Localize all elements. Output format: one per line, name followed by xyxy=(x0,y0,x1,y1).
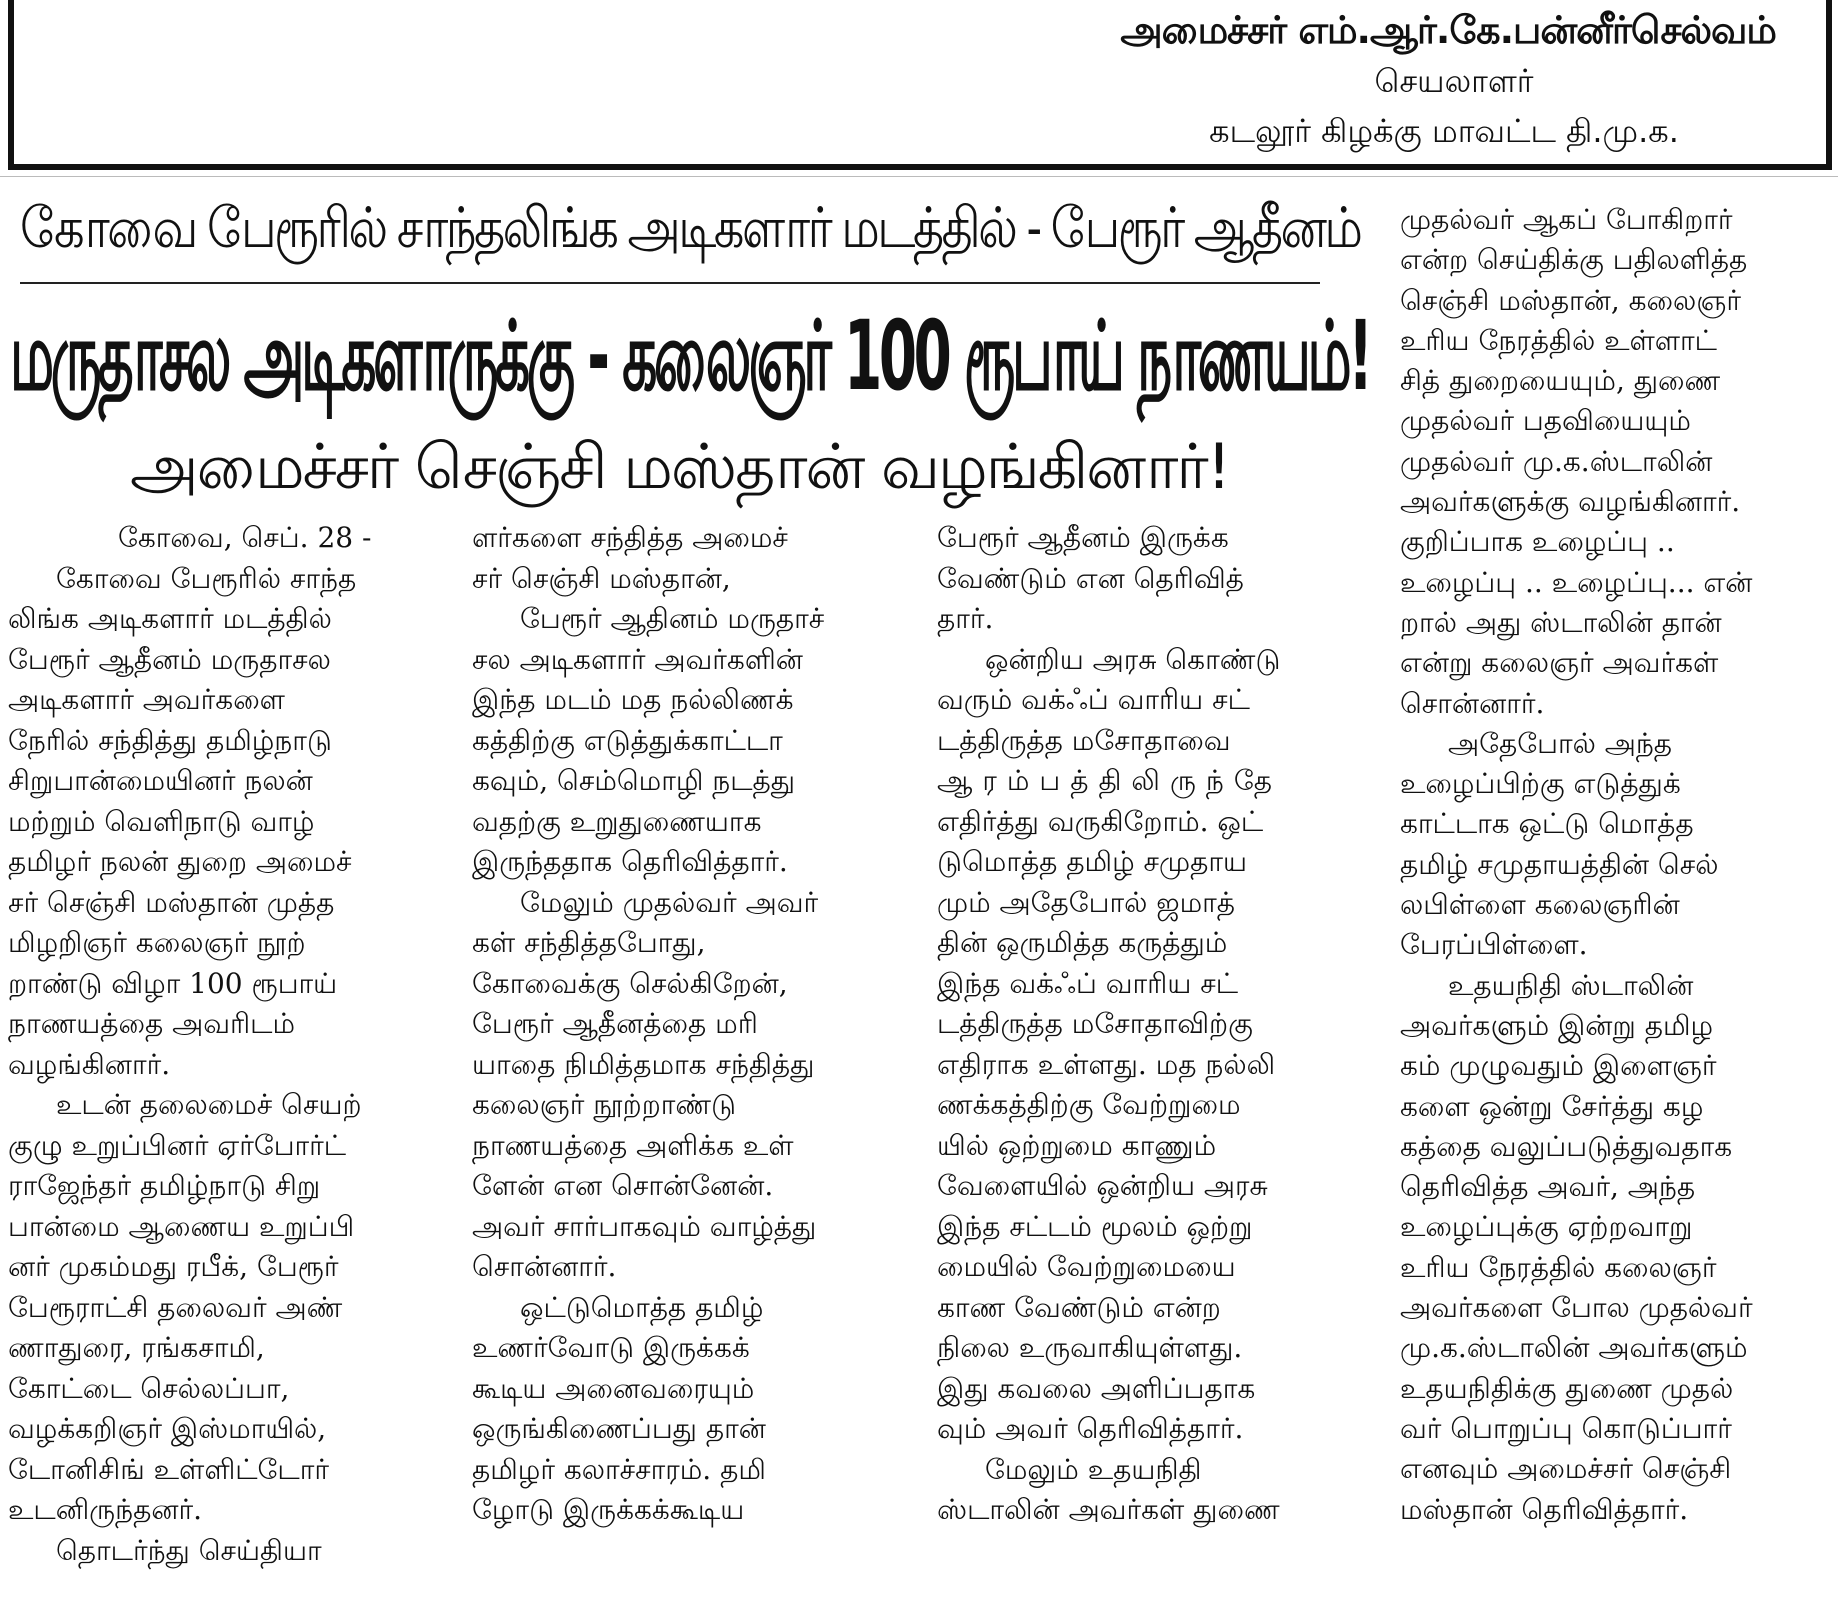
minister-organization: கடலூர் கிழக்கு மாவட்ட தி.மு.க. xyxy=(1209,112,1679,150)
col1-line: கோவை பேரூரில் சாந்த xyxy=(56,561,357,595)
article-column-1 xyxy=(8,518,440,1571)
col1-line: தமிழர் நலன் துறை அமைச் xyxy=(8,845,352,878)
col2-line: அவர் சார்பாகவும் வாழ்த்து xyxy=(472,1209,817,1243)
col2-line: சல அடிகளார் அவர்களின் xyxy=(472,642,803,676)
col3-line: இந்த வக்ஃப் வாரிய சட் xyxy=(937,966,1239,1000)
col4-line: என்று கலைஞர் அவர்கள் xyxy=(1400,646,1719,680)
article-kicker: கோவை பேரூரில் சாந்தலிங்க அடிகளார் மடத்தில் - பேரூர் ஆதீனம் xyxy=(20,196,1361,261)
col2-line: சொன்னார். xyxy=(472,1250,617,1283)
col4-line: குறிப்பாக உழைப்பு .. xyxy=(1400,525,1675,559)
col2-line: இந்த மடம் மத நல்லிணக் xyxy=(472,683,794,716)
col4-line: உரிய நேரத்தில் கலைஞர் xyxy=(1400,1250,1717,1284)
col2-line: ஒட்டுமொத்த தமிழ் xyxy=(520,1290,764,1324)
col1-line: குழு உறுப்பினர் ஏர்போர்ட் xyxy=(8,1128,347,1162)
col3-line: வரும் வக்ஃப் வாரிய சட் xyxy=(937,683,1250,716)
section-separator xyxy=(0,176,1838,177)
col1-line: பேரூராட்சி தலைவர் அண் xyxy=(8,1290,343,1324)
col3-line: இந்த சட்டம் மூலம் ஒற்று xyxy=(937,1209,1253,1243)
col3-line: எதிர்த்து வருகிறோம். ஒட் xyxy=(937,804,1264,838)
col3-line: எதிராக உள்ளது. மத நல்லி xyxy=(937,1047,1276,1081)
col3-line: வும் அவர் தெரிவித்தார். xyxy=(937,1412,1244,1445)
header-box xyxy=(8,0,1832,170)
col2-line: கலைஞர் நூற்றாண்டு xyxy=(472,1088,737,1121)
col3-line: இது கவலை அளிப்பதாக xyxy=(937,1371,1256,1405)
col3-line: நிலை உருவாகியுள்ளது. xyxy=(937,1331,1243,1364)
col3-line: தார். xyxy=(937,602,994,635)
col4-line: மஸ்தான் தெரிவித்தார். xyxy=(1400,1492,1689,1526)
col2-line: தமிழர் கலாச்சாரம். தமி xyxy=(472,1452,766,1486)
col4-line: உழைப்பிற்கு எடுத்துக் xyxy=(1400,767,1681,801)
col3-line: காண வேண்டும் என்ற xyxy=(937,1290,1221,1324)
col4-line: வர் பொறுப்பு கொடுப்பார் xyxy=(1400,1411,1732,1445)
minister-role: செயலாளர் xyxy=(1374,62,1534,100)
article-column-2 xyxy=(472,518,904,1531)
col4-line: முதல்வர் பதவியையும் xyxy=(1400,404,1691,438)
col2-line: ஒருங்கிணைப்பது தான் xyxy=(472,1412,766,1445)
col4-line: அவர்களை போல முதல்வர் xyxy=(1400,1291,1753,1325)
col3-line: ஸ்டாலின் அவர்கள் துணை xyxy=(937,1493,1280,1526)
col4-line: என்ற செய்திக்கு பதிலளித்த xyxy=(1400,243,1748,277)
col2-line: வதற்கு உறுதுணையாக xyxy=(472,804,762,838)
col4-line: உழைப்பு .. உழைப்பு... என் xyxy=(1400,565,1753,599)
col2-line: பேரூர் ஆதினம் மருதாச் xyxy=(520,602,825,635)
col2-line: சர் செஞ்சி மஸ்தான், xyxy=(472,561,731,595)
col4-line: உதயநிதிக்கு துணை முதல் xyxy=(1400,1371,1734,1405)
col1-line: தொடர்ந்து செய்தியா xyxy=(56,1533,322,1567)
col2-line: பேரூர் ஆதீனத்தை மரி xyxy=(472,1007,758,1040)
col1-line: ராஜேந்தர் தமிழ்நாடு சிறு xyxy=(8,1169,321,1202)
col4-line: கம் முழுவதும் இளைஞர் xyxy=(1400,1049,1717,1083)
col3-line: ஆரம்பத்திலிருந்தே xyxy=(937,764,1282,797)
col1-line: நேரில் சந்தித்து தமிழ்நாடு xyxy=(8,723,332,757)
col4-line: தெரிவித்த அவர், அந்த xyxy=(1400,1170,1696,1204)
col4-line: களை ஒன்று சேர்த்து கழ xyxy=(1400,1089,1704,1123)
col1-line: நாணயத்தை அவரிடம் xyxy=(8,1007,295,1040)
col3-line: யில் ஒற்றுமை காணும் xyxy=(937,1128,1217,1162)
col4-line: முதல்வர் மு.க.ஸ்டாலின் xyxy=(1400,444,1713,478)
col1-line: றாண்டு விழா 100 ரூபாய் xyxy=(8,966,338,1000)
col1-line: கோவை, செப். 28 - xyxy=(118,521,372,554)
col3-line: டத்திருத்த மசோதாவிற்கு xyxy=(937,1007,1253,1040)
col2-line: நாணயத்தை அளிக்க உள் xyxy=(472,1128,794,1162)
col1-line: மற்றும் வெளிநாடு வாழ் xyxy=(8,804,315,838)
col2-line: இருந்ததாக தெரிவித்தார். xyxy=(472,845,788,878)
col2-line: ளர்களை சந்தித்த அமைச் xyxy=(472,521,788,554)
col2-line: கத்திற்கு எடுத்துக்காட்டா xyxy=(472,723,783,757)
article-column-3 xyxy=(937,518,1369,1531)
col1-line: ணாதுரை, ரங்கசாமி, xyxy=(8,1331,265,1364)
col4-line: அவர்களுக்கு வழங்கினார். xyxy=(1400,485,1741,519)
col1-line: னர் முகம்மது ரபீக், பேரூர் xyxy=(8,1250,339,1283)
col4-line: உதயநிதி ஸ்டாலின் xyxy=(1448,968,1694,1002)
col4-line: சித் துறையையும், துணை xyxy=(1400,364,1721,398)
col3-line: வேண்டும் என தெரிவித் xyxy=(937,561,1244,595)
col4-line: றால் அது ஸ்டாலின் தான் xyxy=(1400,605,1722,639)
col2-line: கள் சந்தித்தபோது, xyxy=(472,926,706,959)
col4-line: முதல்வர் ஆகப் போகிறார் xyxy=(1400,203,1733,236)
col2-line: மேலும் முதல்வர் அவர் xyxy=(520,885,819,919)
col4-line: உரிய நேரத்தில் உள்ளாட் xyxy=(1400,323,1717,357)
col3-line: ணக்கத்திற்கு வேற்றுமை xyxy=(937,1088,1241,1121)
col1-line: உடன் தலைமைச் செயற் xyxy=(56,1088,362,1121)
col1-line: பான்மை ஆணைய உறுப்பி xyxy=(8,1209,355,1243)
col1-line: வழங்கினார். xyxy=(8,1047,171,1081)
col4-line: கத்தை வலுப்படுத்துவதாக xyxy=(1400,1129,1733,1163)
kicker-rule xyxy=(20,282,1320,284)
col4-line: எனவும் அமைச்சர் செஞ்சி xyxy=(1400,1452,1732,1486)
col2-line: உணர்வோடு இருக்கக் xyxy=(472,1331,750,1364)
col1-line: உடனிருந்தனர். xyxy=(8,1493,203,1526)
col1-line: வழக்கறிஞர் இஸ்மாயில், xyxy=(8,1412,327,1445)
col1-line: மிழறிஞர் கலைஞர் நூற் xyxy=(8,926,306,959)
col3-line: தின் ஒருமித்த கருத்தும் xyxy=(937,926,1228,959)
col4-line: செஞ்சி மஸ்தான், கலைஞர் xyxy=(1400,283,1741,317)
article-column-4 xyxy=(1400,200,1832,1530)
col4-line: உழைப்புக்கு ஏற்றவாறு xyxy=(1400,1210,1693,1244)
col4-line: சொன்னார். xyxy=(1400,686,1545,720)
col4-line: தமிழ் சமுதாயத்தின் செல் xyxy=(1400,847,1719,881)
col3-line: பேரூர் ஆதீனம் இருக்க xyxy=(937,521,1229,554)
col4-line: காட்டாக ஒட்டு மொத்த xyxy=(1400,807,1694,841)
col1-line: சர் செஞ்சி மஸ்தான் முத்த xyxy=(8,885,335,919)
col3-line: மேலும் உதயநிதி xyxy=(985,1452,1202,1486)
col2-line: கோவைக்கு செல்கிறேன், xyxy=(472,966,788,1000)
col3-line: மையில் வேற்றுமையை xyxy=(937,1250,1236,1283)
minister-name: அமைச்சர் எம்.ஆர்.கே.பன்னீர்செல்வம் xyxy=(1120,8,1776,52)
col4-line: மு.க.ஸ்டாலின் அவர்களும் xyxy=(1400,1331,1748,1365)
col4-line: லபிள்ளை கலைஞரின் xyxy=(1400,888,1680,922)
col4-line: அவர்களும் இன்று தமிழ xyxy=(1400,1008,1714,1042)
col2-line: யாதை நிமித்தமாக சந்தித்து xyxy=(472,1047,815,1081)
col1-line: அடிகளார் அவர்களை xyxy=(8,683,285,716)
col1-line: சிறுபான்மையினர் நலன் xyxy=(8,764,313,797)
col2-line: கவும், செம்மொழி நடத்து xyxy=(472,764,796,797)
col4-line: அதேபோல் அந்த xyxy=(1448,726,1673,760)
col2-line: ளேன் என சொன்னேன். xyxy=(472,1169,774,1202)
col4-line: பேரப்பிள்ளை. xyxy=(1400,928,1588,962)
col1-line: பேரூர் ஆதீனம் மருதாசல xyxy=(8,642,331,676)
col3-line: மும் அதேபோல் ஜமாத் xyxy=(937,885,1235,919)
col2-line: கூடிய அனைவரையும் xyxy=(472,1371,755,1405)
col3-line: டத்திருத்த மசோதாவை xyxy=(937,723,1231,757)
article-headline: மருதாசல அடிகளாருக்கு - கலைஞர் 100 ரூபாய் நாணயம்! xyxy=(10,300,1370,412)
col1-line: லிங்க அடிகளார் மடத்தில் xyxy=(8,602,332,635)
col1-line: கோட்டை செல்லப்பா, xyxy=(8,1371,290,1405)
col3-line: ஒன்றிய அரசு கொண்டு xyxy=(985,642,1281,676)
col3-line: வேளையில் ஒன்றிய அரசு xyxy=(937,1169,1268,1202)
col3-line: டுமொத்த தமிழ் சமுதாய xyxy=(937,845,1248,878)
article-subhead: அமைச்சர் செஞ்சி மஸ்தான் வழங்கினார்! xyxy=(130,430,1230,503)
col2-line: ழோடு இருக்கக்கூடிய xyxy=(472,1493,745,1526)
col1-line: டோனிசிங் உள்ளிட்டோர் xyxy=(8,1452,329,1486)
